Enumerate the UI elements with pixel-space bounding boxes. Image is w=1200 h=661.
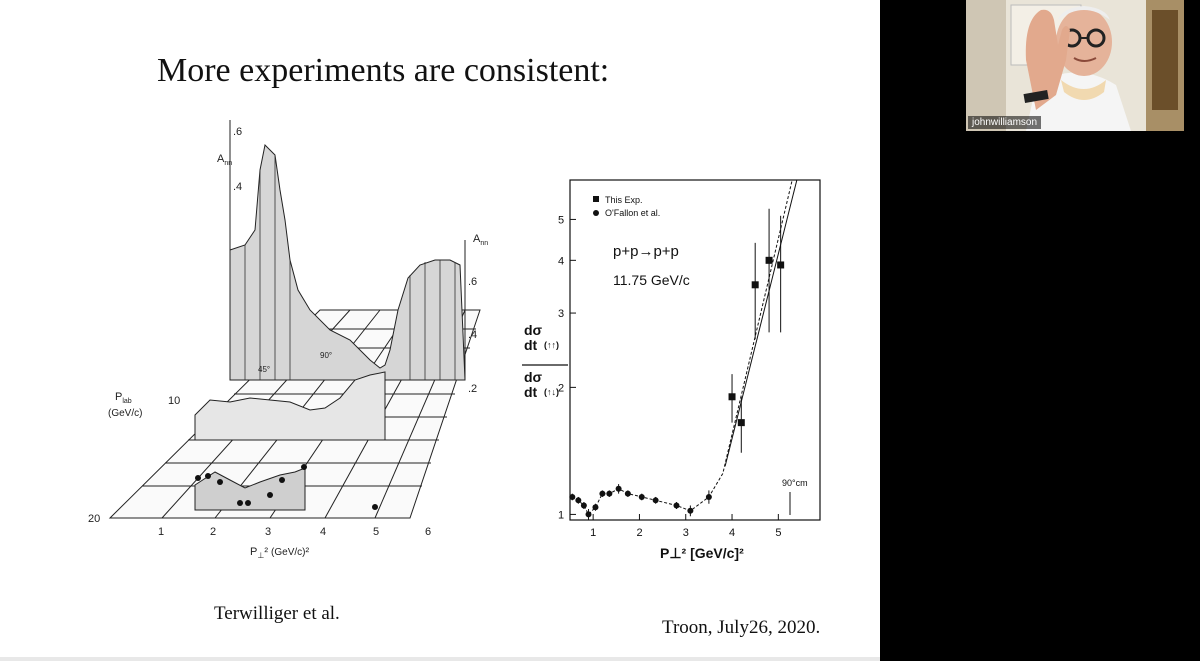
p-lab-tick-10: 10 (168, 395, 181, 407)
video-frame-illustration (966, 0, 1184, 131)
p-lab-label: $P_{lab}$ (115, 391, 132, 405)
ann-surface-back (230, 145, 465, 380)
figure-3d-ann (80, 110, 500, 580)
point-ofallon (706, 494, 712, 500)
tick-right-2: .2 (468, 383, 478, 395)
svg-text:dσ: dσ (524, 322, 543, 338)
x-tick-label: 4 (729, 527, 736, 539)
point-ofallon (616, 486, 622, 492)
angle-label-90: 90° (320, 351, 333, 360)
x-tick-label: 1 (590, 527, 597, 539)
participant-name-label: johnwilliamson (968, 116, 1041, 129)
point-this-exp (766, 257, 773, 264)
tick-right-1: .4 (468, 329, 478, 341)
y-tick-label: 4 (558, 255, 565, 268)
y-tick-label: 5 (558, 214, 565, 227)
point-ofallon (653, 497, 659, 503)
legend-this-exp: This Exp. (605, 195, 643, 205)
point-this-exp (729, 393, 736, 400)
slide-title: More experiments are consistent: (157, 52, 610, 89)
caption-right: Troon, July26, 2020. (662, 617, 821, 638)
svg-text:(↑↓): (↑↓) (544, 387, 559, 397)
x-tick-label: 3 (682, 527, 689, 539)
point-ofallon (599, 491, 605, 497)
momentum-label: 11.75 GeV/c (613, 272, 690, 288)
p-lab-unit: (GeV/c) (108, 408, 143, 419)
pt-axis-label: $P_\perp^2$ (GeV/c)² (250, 546, 310, 560)
point-ofallon (606, 491, 612, 497)
ann-label-right: $A_{nn}$ (473, 233, 489, 247)
angle-label-45: 45° (258, 365, 271, 374)
angle-90cm-label: 90°cm (782, 478, 808, 488)
bottom-strip (0, 657, 880, 661)
pt-tick-1: 1 (158, 526, 165, 538)
svg-text:dt: dt (524, 337, 538, 353)
point-ofallon (592, 504, 598, 510)
ann-label-back: $A_{nn}$ (217, 153, 233, 167)
pt-tick-3: 3 (265, 526, 272, 538)
participant-video[interactable] (966, 0, 1184, 131)
x-axis-label: P⊥² [GeV/c]² (660, 545, 744, 561)
point-ofallon (687, 508, 693, 514)
legend-square-marker (593, 196, 599, 202)
svg-text:dσ: dσ (524, 369, 543, 385)
point-this-exp (777, 261, 784, 268)
figure-2d-chart (510, 170, 840, 580)
pt-tick-6: 6 (425, 526, 432, 538)
tick-back-1: .4 (233, 181, 243, 193)
caption-left: Terwilliger et al. (214, 603, 340, 624)
tick-right-0: .6 (468, 276, 478, 288)
svg-text:(↑↑): (↑↑) (544, 340, 559, 350)
plot-frame (570, 180, 820, 520)
y-tick-label: 1 (558, 509, 565, 522)
svg-text:dt: dt (524, 384, 538, 400)
point-ofallon (581, 502, 587, 508)
x-tick-label: 2 (636, 527, 643, 539)
p-lab-tick-20: 20 (88, 513, 101, 525)
pt-tick-2: 2 (210, 526, 217, 538)
point-this-exp (752, 281, 759, 288)
pt-tick-5: 5 (373, 526, 380, 538)
y-tick-label: 3 (558, 308, 565, 321)
legend-ofallon: O'Fallon et al. (605, 208, 661, 218)
point-ofallon (639, 494, 645, 500)
y-tick-label: 2 (558, 382, 565, 395)
point-ofallon (569, 494, 575, 500)
reaction-label: p+p→p+p (613, 243, 679, 260)
point-ofallon (575, 497, 581, 503)
x-tick-label: 5 (775, 527, 782, 539)
legend-circle-marker (593, 210, 599, 216)
pt-tick-4: 4 (320, 526, 327, 538)
point-ofallon (625, 491, 631, 497)
point-ofallon (586, 511, 592, 517)
tick-back-0: .6 (233, 126, 243, 138)
point-this-exp (738, 419, 745, 426)
point-ofallon (673, 502, 679, 508)
